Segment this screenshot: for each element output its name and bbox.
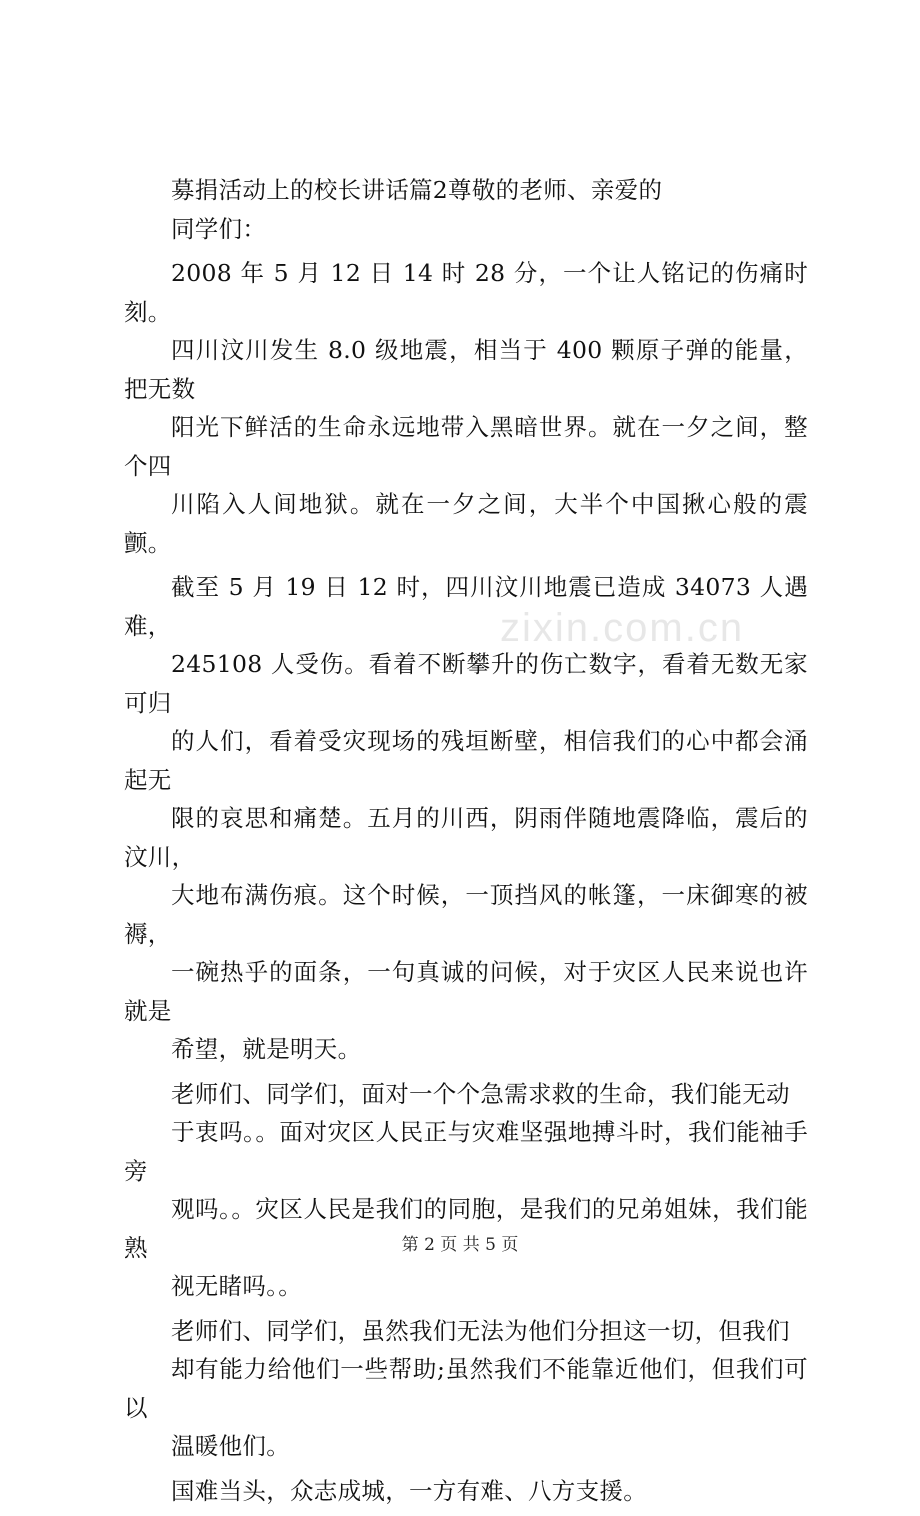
- text-line: 国难当头，众志成城，一方有难、八方支援。: [171, 1476, 647, 1505]
- text-line: 观吗。。灾区人民是我们的同胞，是我们的兄弟姐妹，我们能熟: [124, 1195, 808, 1262]
- text-line: 大地布满伤痕。这个时候，一顶挡风的帐篷，一床御寒的被褥，: [124, 881, 808, 948]
- text-line: 老师们、同学们，虽然我们无法为他们分担这一切，但我们: [171, 1316, 790, 1345]
- text-line: 的人们，看着受灾现场的残垣断壁，相信我们的心中都会涌起无: [124, 727, 808, 794]
- text-line: 阳光下鲜活的生命永远地带入黑暗世界。就在一夕之间，整个四: [124, 413, 808, 480]
- paragraph: [124, 1075, 808, 1306]
- paragraph: [124, 568, 808, 1069]
- text-line: 2008 年 5 月 12 日 14 时 28 分，一个让人铭记的伤痛时刻。: [124, 259, 808, 326]
- text-line: 温暖他们。: [171, 1432, 290, 1460]
- text-line: 同学们：: [171, 214, 267, 243]
- text-line: 截至 5 月 19 日 12 时，四川汶川地震已造成 34073 人遇难，: [124, 573, 808, 640]
- text-line: 于衷吗。。面对灾区人民正与灾难坚强地搏斗时，我们能袖手旁: [124, 1118, 808, 1185]
- text-line: 却有能力给他们一些帮助;虽然我们不能靠近他们，但我们可以: [124, 1355, 808, 1422]
- watermark: zixin.com.cn: [500, 606, 745, 650]
- text-line: 限的哀思和痛楚。五月的川西，阴雨伴随地震降临，震后的汶川，: [124, 804, 808, 871]
- page-number-footer: 第 2 页 共 5 页: [401, 1235, 519, 1255]
- text-line: 募捐活动上的校长讲话篇2尊敬的老师、亲爱的: [171, 176, 663, 204]
- text-line: 一碗热乎的面条，一句真诚的问候，对于灾区人民来说也许就是: [124, 958, 808, 1025]
- paragraph-title: [124, 171, 808, 248]
- text-line: 老师们、同学们，面对一个个急需求救的生命，我们能无动: [171, 1079, 790, 1108]
- text-line: 川陷入人间地狱。就在一夕之间，大半个中国揪心般的震颤。: [124, 490, 808, 557]
- document-body: [124, 171, 808, 1516]
- text-line: 四川汶川发生 8.0 级地震，相当于 400 颗原子弹的能量，把无数: [124, 336, 808, 403]
- text-line: 245108 人受伤。看着不断攀升的伤亡数字，看着无数无家可归: [124, 650, 808, 717]
- paragraph: [124, 254, 808, 562]
- text-line: 视无睹吗。。: [171, 1272, 303, 1300]
- paragraph: [124, 1312, 808, 1466]
- paragraph: [124, 1472, 808, 1511]
- text-line: 希望，就是明天。: [171, 1035, 362, 1063]
